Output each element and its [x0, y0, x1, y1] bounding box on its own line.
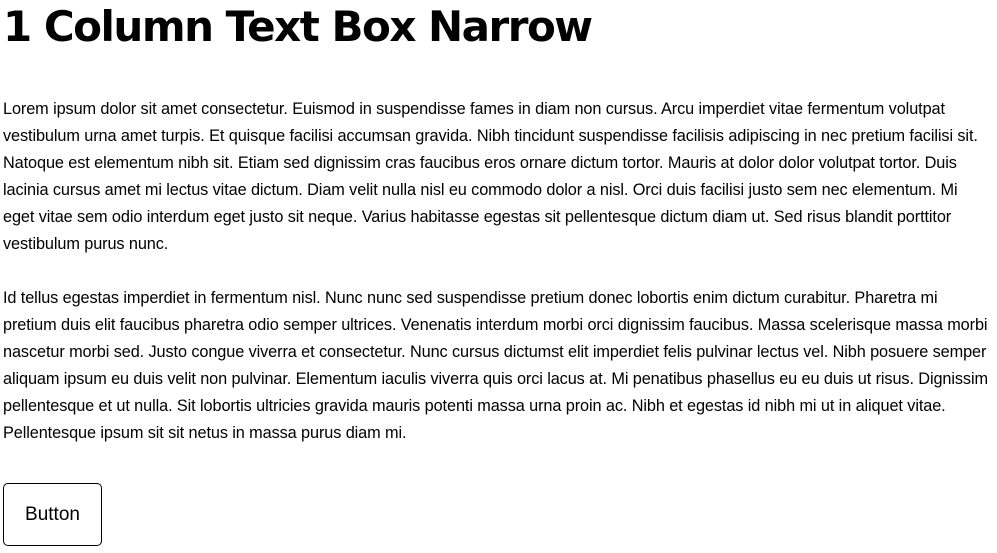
text-box-section — [3, 0, 993, 525]
page-title: 1 Column Text Box Narrow — [3, 2, 592, 51]
body-paragraph-2: Id tellus egestas imperdiet in fermentum nisl. Nunc nunc sed suspendisse pretium donec lobortis enim dictum curabitur. Pharetra mi pretium duis elit faucibus pharetra odio semper ultrices. Venenatis interdum morbi orci dignissim faucibus. Massa scelerisque massa morbi nascetur morbi sed. Justo congue viverra et consectetur. Nunc cursus dictumst elit imperdiet felis pulvinar lectus vel. Nibh posuere semper aliquam ipsum eu duis velit non pulvinar. Elementum iaculis viverra quis orci lacus at. Mi penatibus phasellus eu eu duis ut risus. Dignissim pellentesque et ut nulla. Sit lobortis ultricies gravida mauris potenti massa urna proin ac. Nibh et egestas id nibh mi ut in aliquet vitae. Pellentesque ipsum sit sit netus in massa purus diam mi. — [3, 289, 988, 442]
primary-button[interactable]: Button — [3, 483, 102, 546]
body-paragraph-1: Lorem ipsum dolor sit amet consectetur. Euismod in suspendisse fames in diam non cursus. Arcu imperdiet vitae fermentum volutpat vestibulum urna amet turpis. Et quisque facilisi accumsan gravida. Nibh tincidunt suspendisse facilisis adipiscing in nec pretium facilisi sit. Natoque est elementum nibh sit. Etiam sed dignissim cras faucibus eros ornare dictum tortor. Mauris at dolor dolor volutpat tortor. Duis lacinia cursus amet mi lectus vitae dictum. Diam velit nulla nisl eu commodo dolor a nisl. Orci duis facilisi justo sem nec elementum. Mi eget vitae sem odio interdum eget justo sit neque. Varius habitasse egestas sit pellentesque dictum diam ut. Sed risus blandit porttitor vestibulum purus nunc. — [3, 100, 978, 253]
